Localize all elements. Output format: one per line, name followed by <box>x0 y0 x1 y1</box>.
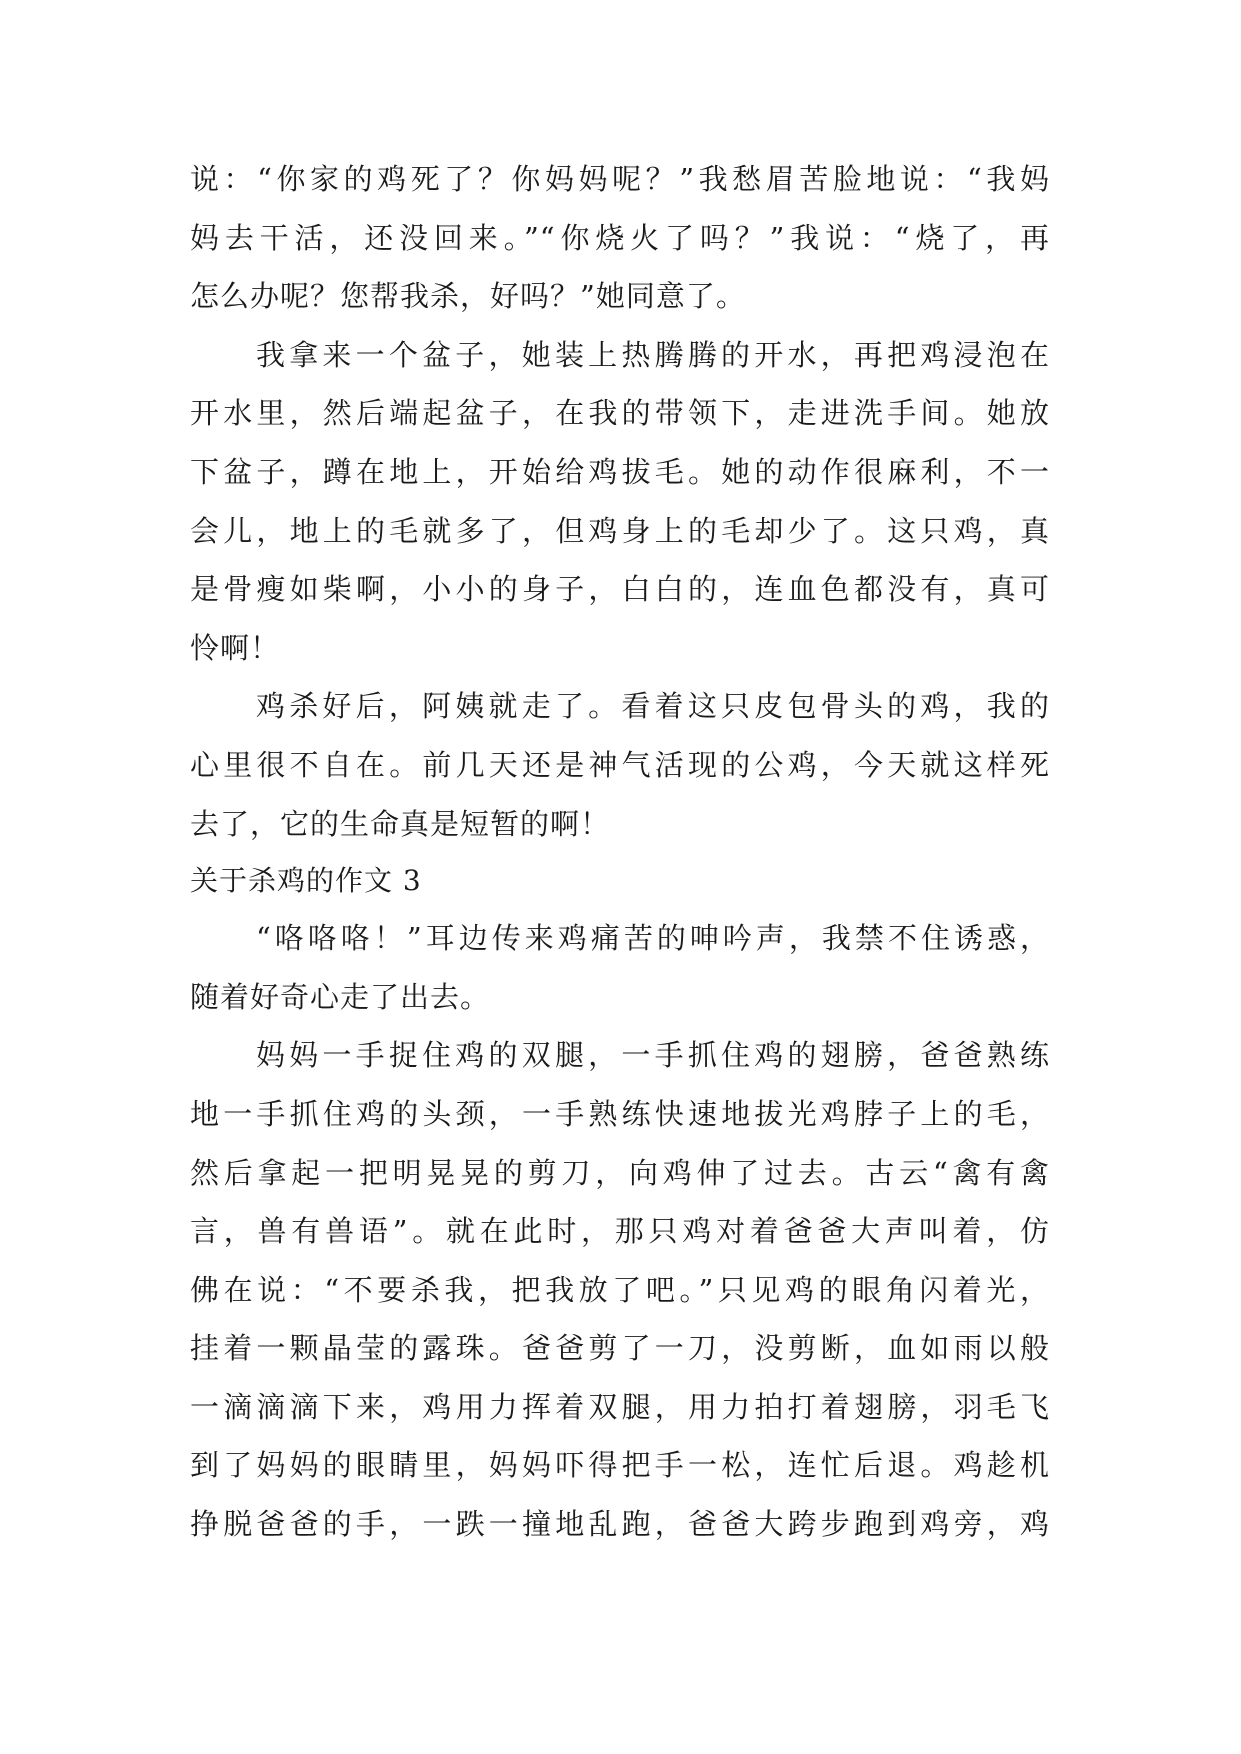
paragraph-start-line: “咯咯咯！”耳边传来鸡痛苦的呻吟声，我禁不住诱惑， <box>256 921 1050 956</box>
text-line: 佛在说：“不要杀我，把我放了吧。”只见鸡的眼角闪着光， <box>190 1272 1050 1307</box>
text-line: 会儿，地上的毛就多了，但鸡身上的毛却少了。这只鸡，真 <box>190 513 1050 548</box>
text-line: 怜啊！ <box>190 630 281 665</box>
text-line: 说：“你家的鸡死了？你妈妈呢？”我愁眉苦脸地说：“我妈 <box>190 162 1050 196</box>
text-line: 随着好奇心走了出去。 <box>190 979 491 1014</box>
text-line: 怎么办呢？您帮我杀，好吗？”她同意了。 <box>190 279 746 314</box>
text-line: 是骨瘦如柴啊，小小的身子，白白的，连血色都没有，真可 <box>190 572 1050 607</box>
text-line: 地一手抓住鸡的头颈，一手熟练快速地拔光鸡脖子上的毛， <box>190 1096 1050 1131</box>
text-line: 去了，它的生命真是短暂的啊！ <box>190 806 611 841</box>
text-line: 挣脱爸爸的手，一跌一撞地乱跑，爸爸大跨步跑到鸡旁，鸡 <box>190 1507 1050 1542</box>
section-heading: 关于杀鸡的作文 3 <box>190 864 422 898</box>
text-line: 下盆子，蹲在地上，开始给鸡拔毛。她的动作很麻利，不一 <box>190 454 1050 489</box>
text-line: 妈去干活，还没回来。”“你烧火了吗？”我说：“烧了，再 <box>190 220 1050 255</box>
text-line: 到了妈妈的眼睛里，妈妈吓得把手一松，连忙后退。鸡趁机 <box>190 1448 1050 1483</box>
text-line: 言，兽有兽语”。就在此时，那只鸡对着爸爸大声叫着，仿 <box>190 1214 1050 1249</box>
paragraph-start-line: 鸡杀好后，阿姨就走了。看着这只皮包骨头的鸡，我的 <box>256 689 1050 724</box>
paragraph-start-line: 妈妈一手捉住鸡的双腿，一手抓住鸡的翅膀，爸爸熟练 <box>256 1038 1050 1073</box>
essay-body <box>190 150 1050 1554</box>
paragraph-start-line: 我拿来一个盆子，她装上热腾腾的开水，再把鸡浸泡在 <box>256 337 1050 372</box>
text-line: 一滴滴滴下来，鸡用力挥着双腿，用力拍打着翅膀，羽毛飞 <box>190 1389 1050 1424</box>
text-line: 然后拿起一把明晃晃的剪刀，向鸡伸了过去。古云“禽有禽 <box>190 1155 1050 1190</box>
text-line: 心里很不自在。前几天还是神气活现的公鸡，今天就这样死 <box>190 747 1050 782</box>
text-line: 挂着一颗晶莹的露珠。爸爸剪了一刀，没剪断，血如雨以般 <box>190 1331 1050 1366</box>
text-line: 开水里，然后端起盆子，在我的带领下，走进洗手间。她放 <box>190 396 1050 431</box>
